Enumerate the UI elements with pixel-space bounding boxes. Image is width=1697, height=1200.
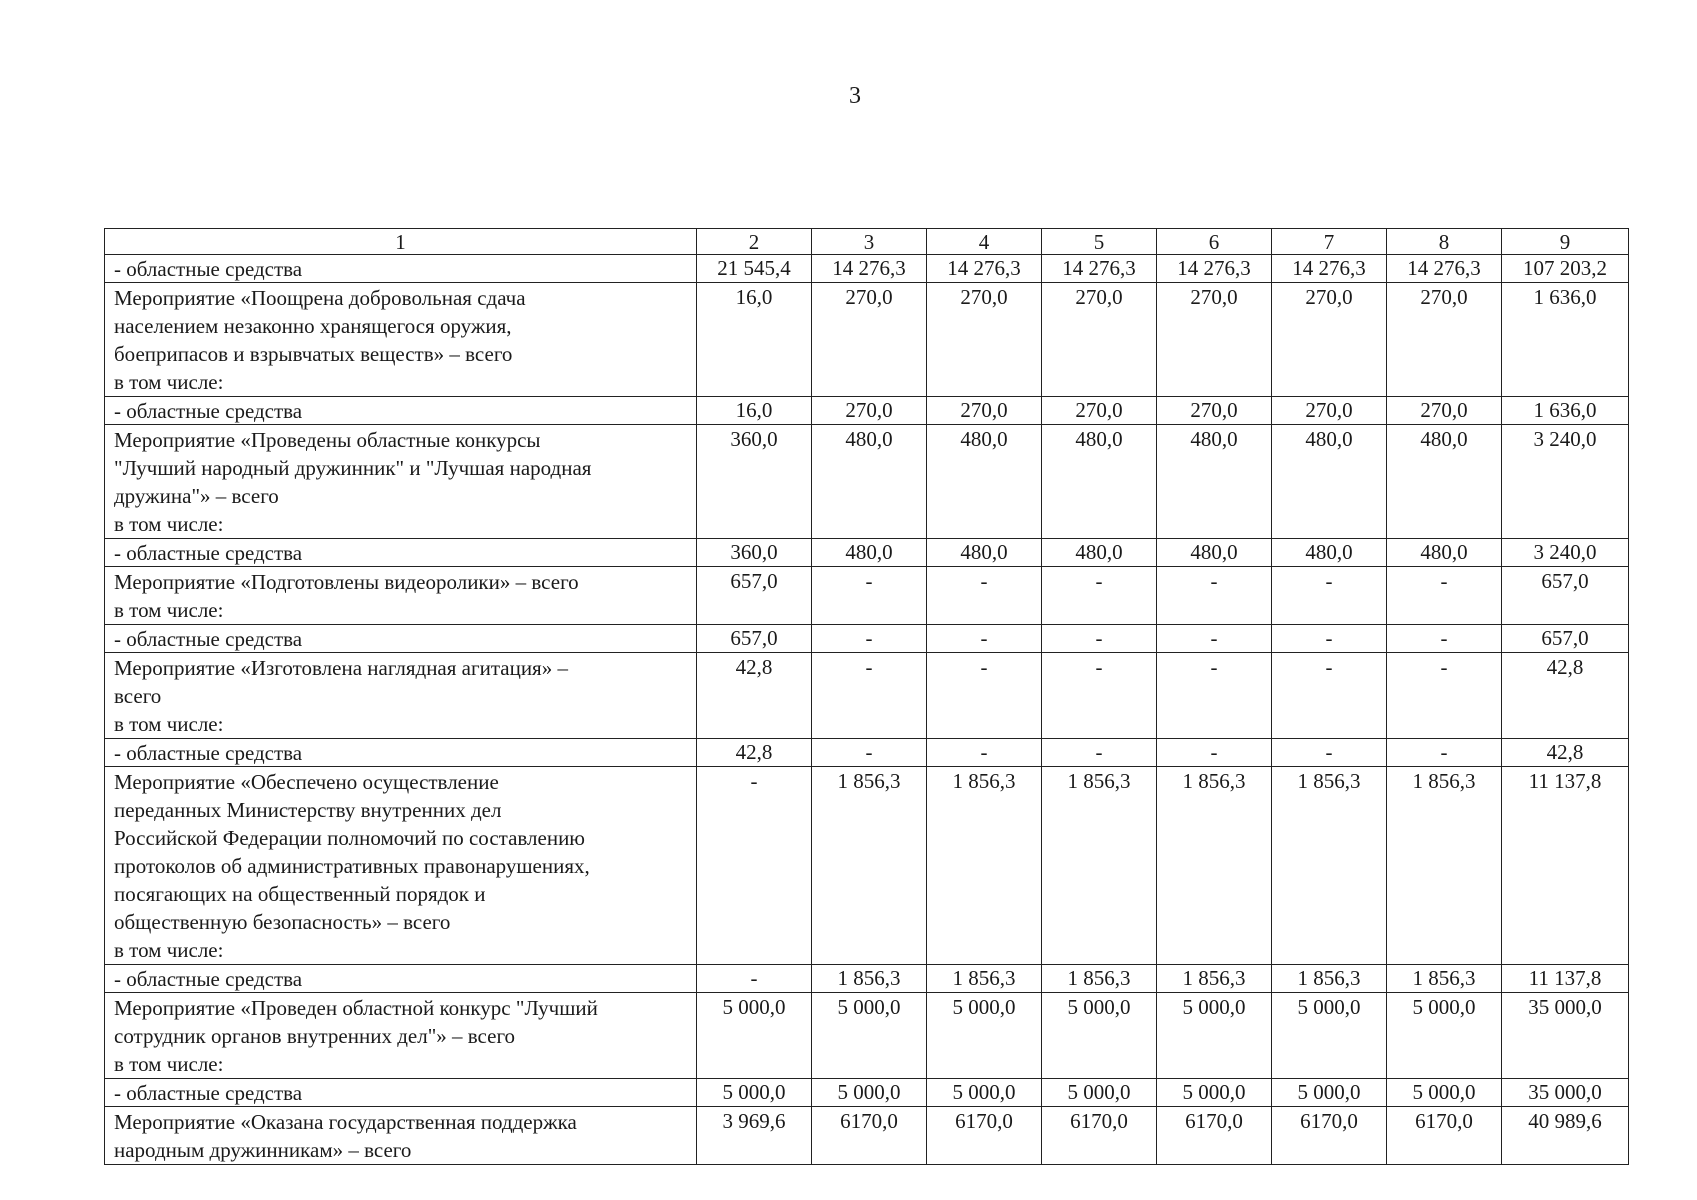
table-header-row xyxy=(105,229,1629,255)
amount-cell: - xyxy=(1042,653,1157,739)
column-number-header: 4 xyxy=(927,229,1042,255)
amount-cell: 5 000,0 xyxy=(1387,993,1502,1079)
amount-cell: - xyxy=(1042,567,1157,625)
text-line: - областные средства xyxy=(114,541,303,565)
amount-cell: 5 000,0 xyxy=(1042,1079,1157,1107)
amount-cell: - xyxy=(1272,625,1387,653)
text-line: Мероприятие «Оказана государственная поддержка xyxy=(114,1110,577,1134)
funding-source-label xyxy=(105,625,697,653)
amount-cell: 6170,0 xyxy=(1042,1107,1157,1165)
amount-cell: 1 856,3 xyxy=(927,965,1042,993)
amount-cell: 1 856,3 xyxy=(1272,965,1387,993)
page-number: 3 xyxy=(849,83,861,109)
text-line: общественную безопасность» – всего xyxy=(114,910,451,934)
event-row xyxy=(105,283,1629,397)
amount-cell: 480,0 xyxy=(1272,425,1387,539)
event-description xyxy=(105,653,697,739)
text-line: Мероприятие «Поощрена добровольная сдача xyxy=(114,286,526,310)
amount-cell: 1 856,3 xyxy=(927,767,1042,965)
event-row xyxy=(105,653,1629,739)
amount-cell: 107 203,2 xyxy=(1502,255,1629,283)
text-line: в том числе: xyxy=(114,938,224,962)
text-line: Мероприятие «Подготовлены видеоролики» – всего xyxy=(114,570,579,594)
text-line: - областные средства xyxy=(114,399,303,423)
amount-cell: - xyxy=(1387,625,1502,653)
text-line: в том числе: xyxy=(114,1052,224,1076)
amount-cell: - xyxy=(927,739,1042,767)
amount-cell: 480,0 xyxy=(1042,539,1157,567)
amount-cell: - xyxy=(812,739,927,767)
amount-cell: 480,0 xyxy=(1157,425,1272,539)
text-line: посягающих на общественный порядок и xyxy=(114,882,486,906)
amount-cell: 14 276,3 xyxy=(812,255,927,283)
amount-cell: 480,0 xyxy=(1272,539,1387,567)
event-row xyxy=(105,993,1629,1079)
amount-cell: 270,0 xyxy=(927,283,1042,397)
amount-cell: 5 000,0 xyxy=(927,993,1042,1079)
funding-source-label xyxy=(105,255,697,283)
text-line: Российской Федерации полномочий по составлению xyxy=(114,826,585,850)
amount-cell: - xyxy=(1042,625,1157,653)
amount-cell: 480,0 xyxy=(812,539,927,567)
amount-cell: 5 000,0 xyxy=(1387,1079,1502,1107)
amount-cell: 360,0 xyxy=(697,425,812,539)
column-number-header: 7 xyxy=(1272,229,1387,255)
amount-cell: 5 000,0 xyxy=(1157,993,1272,1079)
amount-cell: 270,0 xyxy=(1157,397,1272,425)
amount-cell: 270,0 xyxy=(1042,283,1157,397)
amount-cell: 3 969,6 xyxy=(697,1107,812,1165)
amount-cell: 6170,0 xyxy=(927,1107,1042,1165)
amount-cell: 6170,0 xyxy=(1387,1107,1502,1165)
amount-cell: 40 989,6 xyxy=(1502,1107,1629,1165)
amount-cell: 6170,0 xyxy=(1272,1107,1387,1165)
amount-cell: - xyxy=(1387,567,1502,625)
text-line: переданных Министерству внутренних дел xyxy=(114,798,502,822)
funding-source-row xyxy=(105,625,1629,653)
text-line: населением незаконно хранящегося оружия, xyxy=(114,314,512,338)
event-description xyxy=(105,425,697,539)
amount-cell: 35 000,0 xyxy=(1502,993,1629,1079)
column-number-header: 8 xyxy=(1387,229,1502,255)
column-number-header: 9 xyxy=(1502,229,1629,255)
amount-cell: 270,0 xyxy=(1387,283,1502,397)
funding-source-label xyxy=(105,965,697,993)
funding-source-label xyxy=(105,1079,697,1107)
amount-cell: 480,0 xyxy=(927,539,1042,567)
event-row xyxy=(105,425,1629,539)
amount-cell: 5 000,0 xyxy=(1272,993,1387,1079)
amount-cell: 480,0 xyxy=(812,425,927,539)
amount-cell: - xyxy=(1387,653,1502,739)
amount-cell: 42,8 xyxy=(697,739,812,767)
amount-cell: 480,0 xyxy=(1157,539,1272,567)
amount-cell: 270,0 xyxy=(1042,397,1157,425)
text-line: в том числе: xyxy=(114,598,224,622)
amount-cell: 270,0 xyxy=(1157,283,1272,397)
text-line: "Лучший народный дружинник" и "Лучшая народная xyxy=(114,456,592,480)
amount-cell: 42,8 xyxy=(1502,653,1629,739)
amount-cell: 480,0 xyxy=(927,425,1042,539)
event-description xyxy=(105,993,697,1079)
amount-cell: - xyxy=(1387,739,1502,767)
event-row xyxy=(105,567,1629,625)
funding-source-row xyxy=(105,255,1629,283)
text-line: боеприпасов и взрывчатых веществ» – всего xyxy=(114,342,513,366)
amount-cell: 14 276,3 xyxy=(1272,255,1387,283)
event-description xyxy=(105,283,697,397)
amount-cell: 270,0 xyxy=(1272,397,1387,425)
text-line: в том числе: xyxy=(114,712,224,736)
amount-cell: - xyxy=(927,625,1042,653)
amount-cell: 14 276,3 xyxy=(1042,255,1157,283)
amount-cell: - xyxy=(812,567,927,625)
amount-cell: - xyxy=(1157,625,1272,653)
amount-cell: 11 137,8 xyxy=(1502,965,1629,993)
column-number-header: 6 xyxy=(1157,229,1272,255)
text-line: Мероприятие «Проведены областные конкурсы xyxy=(114,428,541,452)
text-line: - областные средства xyxy=(114,627,303,651)
amount-cell: 3 240,0 xyxy=(1502,425,1629,539)
text-line: Мероприятие «Обеспечено осуществление xyxy=(114,770,499,794)
text-line: протоколов об административных правонарушениях, xyxy=(114,854,590,878)
table-body xyxy=(105,255,1629,1165)
amount-cell: - xyxy=(1157,739,1272,767)
text-line: сотрудник органов внутренних дел"» – всего xyxy=(114,1024,516,1048)
amount-cell: 270,0 xyxy=(812,397,927,425)
amount-cell: - xyxy=(1157,653,1272,739)
amount-cell: - xyxy=(1272,653,1387,739)
amount-cell: 5 000,0 xyxy=(697,1079,812,1107)
amount-cell: 480,0 xyxy=(1387,539,1502,567)
funding-source-label xyxy=(105,397,697,425)
amount-cell: 35 000,0 xyxy=(1502,1079,1629,1107)
amount-cell: 480,0 xyxy=(1042,425,1157,539)
amount-cell: - xyxy=(1272,739,1387,767)
text-line: всего xyxy=(114,684,162,708)
amount-cell: 14 276,3 xyxy=(1387,255,1502,283)
amount-cell: 6170,0 xyxy=(812,1107,927,1165)
amount-cell: 5 000,0 xyxy=(1042,993,1157,1079)
amount-cell: - xyxy=(697,767,812,965)
amount-cell: 5 000,0 xyxy=(927,1079,1042,1107)
amount-cell: 270,0 xyxy=(927,397,1042,425)
text-line: в том числе: xyxy=(114,512,224,536)
amount-cell: 270,0 xyxy=(1272,283,1387,397)
amount-cell: - xyxy=(1272,567,1387,625)
text-line: дружина"» – всего xyxy=(114,484,279,508)
amount-cell: 16,0 xyxy=(697,397,812,425)
amount-cell: 5 000,0 xyxy=(812,1079,927,1107)
amount-cell: 270,0 xyxy=(1387,397,1502,425)
event-description xyxy=(105,567,697,625)
funding-source-row xyxy=(105,965,1629,993)
amount-cell: 5 000,0 xyxy=(1157,1079,1272,1107)
amount-cell: 42,8 xyxy=(697,653,812,739)
text-line: в том числе: xyxy=(114,370,224,394)
column-number-header: 3 xyxy=(812,229,927,255)
amount-cell: 657,0 xyxy=(1502,567,1629,625)
amount-cell: 1 856,3 xyxy=(1157,965,1272,993)
amount-cell: 1 856,3 xyxy=(812,965,927,993)
amount-cell: 14 276,3 xyxy=(927,255,1042,283)
event-description xyxy=(105,767,697,965)
amount-cell: - xyxy=(1157,567,1272,625)
text-line: - областные средства xyxy=(114,257,303,281)
event-row xyxy=(105,1107,1629,1165)
amount-cell: 5 000,0 xyxy=(812,993,927,1079)
amount-cell: 657,0 xyxy=(1502,625,1629,653)
funding-source-label xyxy=(105,739,697,767)
amount-cell: 480,0 xyxy=(1387,425,1502,539)
amount-cell: - xyxy=(1042,739,1157,767)
amount-cell: 1 636,0 xyxy=(1502,283,1629,397)
amount-cell: 21 545,4 xyxy=(697,255,812,283)
amount-cell: - xyxy=(927,567,1042,625)
column-number-header: 2 xyxy=(697,229,812,255)
amount-cell: 5 000,0 xyxy=(697,993,812,1079)
text-line: народным дружинникам» – всего xyxy=(114,1138,412,1162)
amount-cell: 657,0 xyxy=(697,567,812,625)
text-line: - областные средства xyxy=(114,1081,303,1105)
column-number-header: 1 xyxy=(105,229,697,255)
amount-cell: - xyxy=(697,965,812,993)
funding-source-row xyxy=(105,739,1629,767)
amount-cell: 5 000,0 xyxy=(1272,1079,1387,1107)
amount-cell: 1 856,3 xyxy=(1387,767,1502,965)
event-description xyxy=(105,1107,697,1165)
amount-cell: 360,0 xyxy=(697,539,812,567)
amount-cell: - xyxy=(812,625,927,653)
amount-cell: 1 856,3 xyxy=(1042,767,1157,965)
amount-cell: 1 856,3 xyxy=(1042,965,1157,993)
amount-cell: 1 856,3 xyxy=(1272,767,1387,965)
text-line: Мероприятие «Проведен областной конкурс "Лучший xyxy=(114,996,598,1020)
amount-cell: 270,0 xyxy=(812,283,927,397)
amount-cell: 3 240,0 xyxy=(1502,539,1629,567)
funding-source-row xyxy=(105,397,1629,425)
column-number-header: 5 xyxy=(1042,229,1157,255)
amount-cell: 1 856,3 xyxy=(1387,965,1502,993)
text-line: - областные средства xyxy=(114,967,303,991)
amount-cell: - xyxy=(812,653,927,739)
event-row xyxy=(105,767,1629,965)
budget-table xyxy=(104,228,1629,1165)
amount-cell: 1 856,3 xyxy=(1157,767,1272,965)
amount-cell: 42,8 xyxy=(1502,739,1629,767)
text-line: Мероприятие «Изготовлена наглядная агитация» – xyxy=(114,656,568,680)
amount-cell: 14 276,3 xyxy=(1157,255,1272,283)
amount-cell: 1 636,0 xyxy=(1502,397,1629,425)
amount-cell: 11 137,8 xyxy=(1502,767,1629,965)
amount-cell: - xyxy=(927,653,1042,739)
funding-source-row xyxy=(105,539,1629,567)
funding-source-row xyxy=(105,1079,1629,1107)
amount-cell: 657,0 xyxy=(697,625,812,653)
funding-source-label xyxy=(105,539,697,567)
amount-cell: 16,0 xyxy=(697,283,812,397)
amount-cell: 6170,0 xyxy=(1157,1107,1272,1165)
amount-cell: 1 856,3 xyxy=(812,767,927,965)
text-line: - областные средства xyxy=(114,741,303,765)
